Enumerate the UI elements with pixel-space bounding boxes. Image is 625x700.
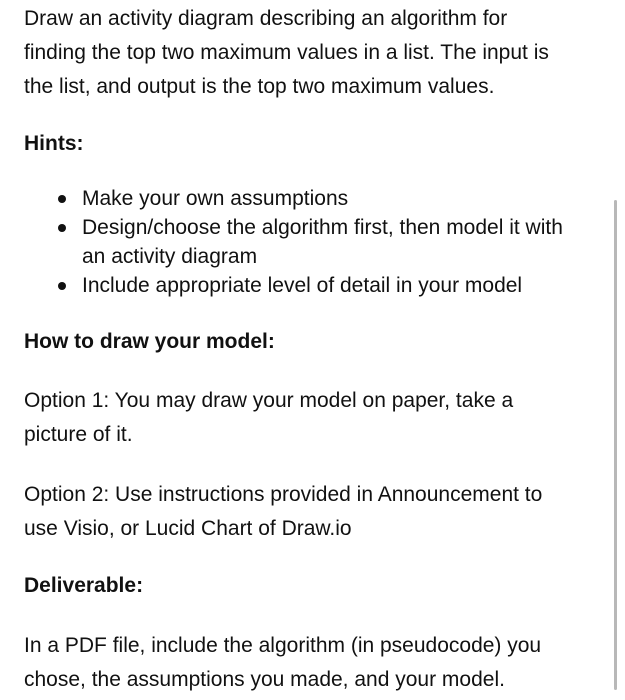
list-item xyxy=(56,184,586,213)
list-item xyxy=(56,271,586,300)
intro-line-3: the list, and output is the top two maximum values. xyxy=(24,75,495,98)
vertical-scrollbar[interactable] xyxy=(614,200,617,690)
bullet-icon xyxy=(58,282,66,290)
hint-text: Include appropriate level of detail in your model xyxy=(82,274,523,297)
list-item xyxy=(56,213,586,271)
option-1-paragraph xyxy=(24,384,614,452)
option-2-line-2: use Visio, or Lucid Chart of Draw.io xyxy=(24,517,352,540)
intro-paragraph xyxy=(24,2,609,104)
bullet-icon xyxy=(58,224,66,232)
deliverable-paragraph xyxy=(24,629,614,697)
deliverable-line-1: In a PDF file, include the algorithm (in pseudocode) you xyxy=(24,634,542,657)
hint-text: Design/choose the algorithm first, then model it with an activity diagram xyxy=(82,216,563,268)
option-2-line-1: Option 2: Use instructions provided in Announcement to xyxy=(24,483,543,506)
hint-text: Make your own assumptions xyxy=(82,187,349,210)
deliverable-heading: Deliverable: xyxy=(24,574,144,597)
hints-list xyxy=(56,184,586,300)
option-1-line-2: picture of it. xyxy=(24,423,133,446)
option-2-paragraph xyxy=(24,478,614,546)
how-to-heading: How to draw your model: xyxy=(24,330,275,353)
intro-line-1: Draw an activity diagram describing an algorithm for xyxy=(24,7,508,30)
deliverable-line-2: chose, the assumptions you made, and your model. xyxy=(24,668,505,691)
hints-heading: Hints: xyxy=(24,132,84,155)
option-1-line-1: Option 1: You may draw your model on paper, take a xyxy=(24,389,514,412)
intro-line-2: finding the top two maximum values in a list. The input is xyxy=(24,41,549,64)
bullet-icon xyxy=(58,195,66,203)
